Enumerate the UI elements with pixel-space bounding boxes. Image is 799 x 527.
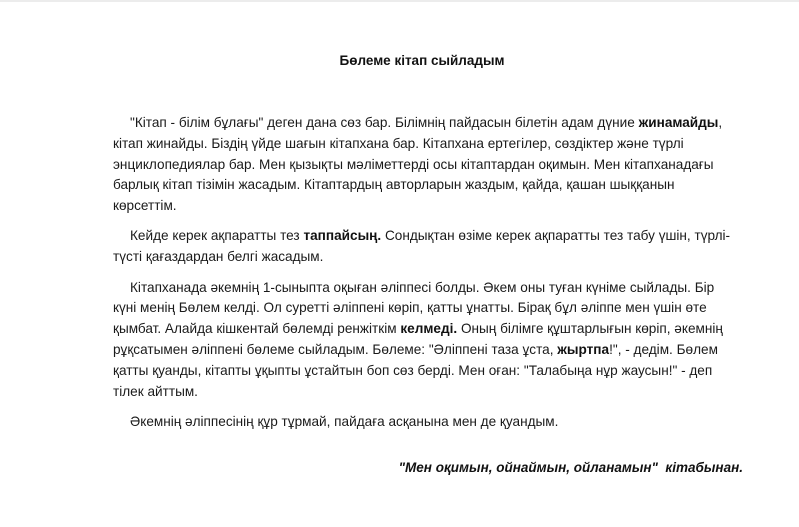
text-line bbox=[113, 382, 745, 403]
bold-text: жинамайды bbox=[638, 115, 719, 130]
text-run: Сондықтан өзіме керек ақпаратты тез табу үшін, түрлі- bbox=[381, 228, 731, 244]
text-line bbox=[113, 361, 745, 382]
text-line bbox=[113, 196, 745, 217]
text-run: рұқсатымен әліппені бөлеме сыйладым. Бөлеме: "Әліппені таза ұста, bbox=[113, 341, 558, 357]
text-line bbox=[113, 134, 745, 155]
paragraph-3 bbox=[113, 278, 745, 403]
text-run: "Кітап - білім бұлағы" деген дана сөз бар. Білімнің пайдасын білетін адам дүние bbox=[130, 115, 639, 130]
text-line bbox=[113, 226, 745, 247]
text-line bbox=[113, 319, 745, 340]
text-line bbox=[113, 247, 745, 268]
text-line bbox=[113, 155, 745, 176]
paragraph-2 bbox=[113, 226, 745, 268]
text-run: барлық кітап тізімін жасадым. Кітаптардың авторларын жаздым, қайда, қашан шыққанын bbox=[113, 177, 675, 193]
text-run: қатты қуанды, кітапты ұқыпты ұстайтын боп сөз берді. Мен оған: "Талабыңа нұр жаусын!" - деп bbox=[113, 362, 713, 378]
text-run: Оның білімге құштарлығын көріп, әкемнің bbox=[457, 321, 723, 337]
text-line bbox=[113, 298, 745, 319]
text-run: кітап жинайды. Біздің үйде шағын кітапхана бар. Кітапхана ертегілер, сөздіктер және түрлі bbox=[113, 135, 684, 151]
text-run: энциклопедиялар бар. Мен қызықты мәліметтерді осы кітаптардан оқимын. Мен кітапханадағы bbox=[113, 156, 714, 172]
text-run: күні менің Бөлем келді. Ол суретті әліппені көріп, қатты ұнатты. Бірақ бұл әліппе мен үшін өте bbox=[113, 300, 707, 316]
text-run: Әкемнің әліппесінің құр тұрмай, пайдаға асқанына мен де қуандым. bbox=[130, 413, 559, 429]
text-run: !", - дедім. Бөлем bbox=[609, 341, 718, 357]
text-run: тілек айттым. bbox=[113, 383, 198, 399]
bold-text: таппайсың. bbox=[303, 228, 382, 244]
text-line bbox=[113, 175, 745, 196]
text-line bbox=[113, 278, 745, 299]
text-run: Кейде керек ақпаратты тез bbox=[130, 228, 304, 244]
paragraph-1 bbox=[113, 113, 745, 217]
bold-text: жыртпа bbox=[557, 341, 610, 357]
document-body bbox=[113, 113, 745, 442]
text-line bbox=[113, 340, 745, 361]
text-run: Кітапханада әкемнің 1-сыныпта оқыған әліппесі болды. Әкем оны туған күніме сыйлады. Бір bbox=[130, 279, 715, 295]
text-run: қымбат. Алайда кішкентай бөлемді ренжіткім bbox=[113, 321, 401, 337]
paragraph-4 bbox=[113, 412, 745, 433]
document-title: Бөлеме кітап сыйладым bbox=[339, 53, 505, 68]
source-citation: "Мен оқимын, ойнаймын, ойланамын" кітабынан. bbox=[398, 460, 743, 475]
text-run: , bbox=[718, 115, 723, 130]
text-line bbox=[113, 113, 745, 134]
text-run: көрсеттім. bbox=[113, 198, 177, 214]
text-line bbox=[113, 412, 745, 433]
text-run: түсті қағаздардан белгі жасадым. bbox=[113, 249, 324, 265]
bold-text: келмеді. bbox=[400, 321, 458, 337]
